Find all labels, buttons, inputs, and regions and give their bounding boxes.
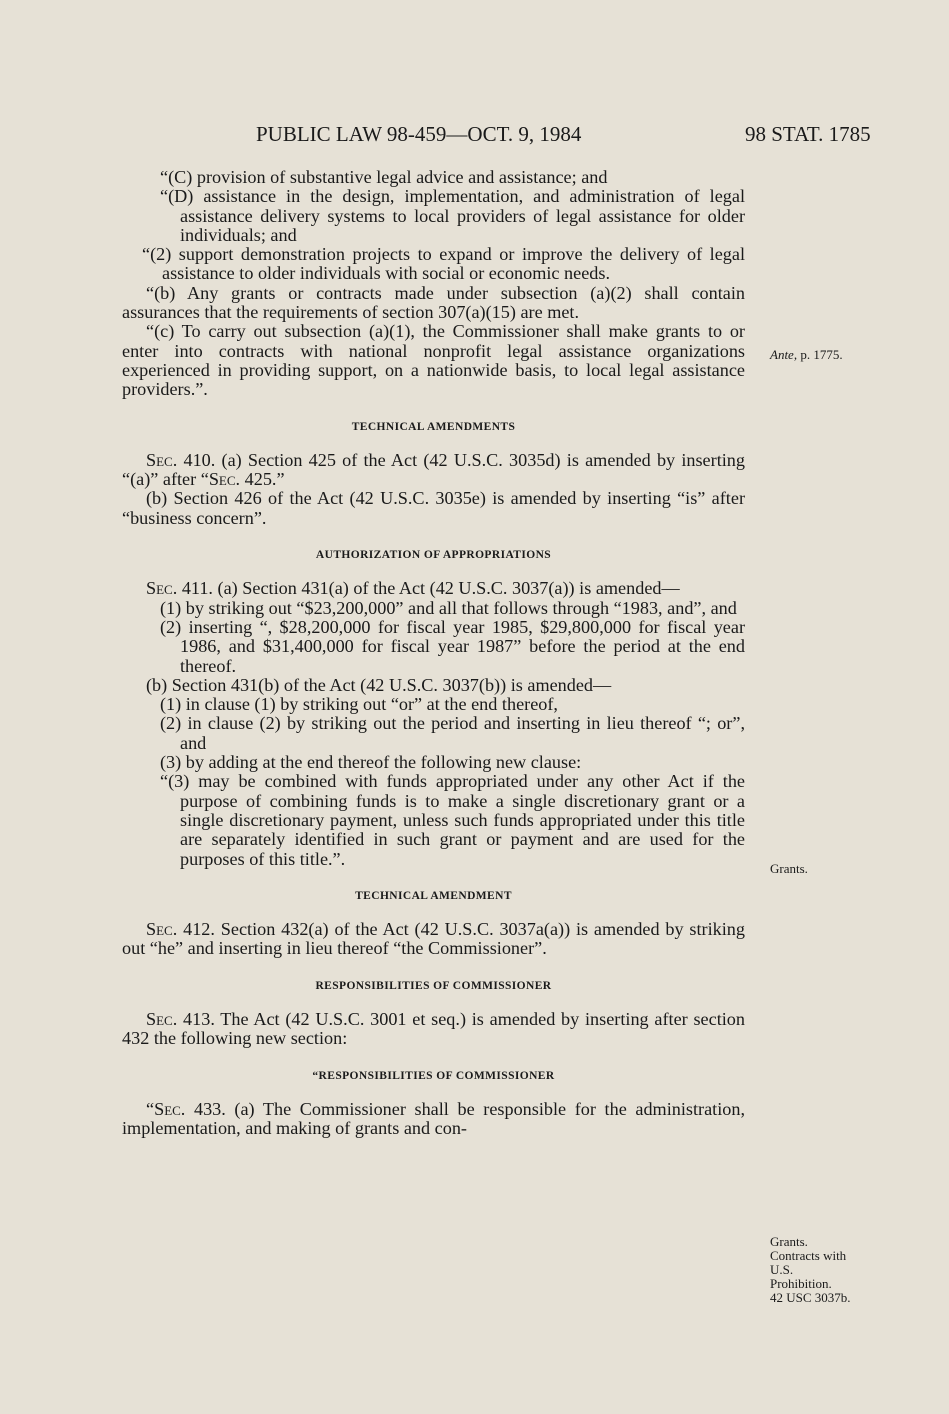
- ante-rest: p. 1775.: [797, 347, 843, 362]
- margin-note-line: Prohibition.: [770, 1276, 832, 1291]
- section-411-b-3: (3) by adding at the end thereof the following new clause:: [160, 752, 582, 773]
- section-410-a: [122, 451, 745, 490]
- margin-note-line: Contracts with: [770, 1248, 847, 1263]
- paragraph-c-sub: “(c) To carry out subsection (a)(1), the Commissioner shall make grants to or enter into contracts with national nonprofit legal assistance organizations experienced in providing support, on a nationwide basis, to local legal assistance providers.”.: [122, 321, 745, 400]
- margin-note-block: [770, 1235, 851, 1305]
- margin-note-line: 42 USC 3037b.: [770, 1290, 851, 1305]
- quote-mark: “: [146, 1098, 155, 1119]
- heading-responsibilities: RESPONSIBILITIES OF COMMISSIONER: [315, 979, 552, 992]
- paragraph-d: “(D) assistance in the design, implementation, and administration of legal assistance delivery systems to local providers of legal assistance for older individuals; and: [160, 186, 745, 245]
- section-411-a-1: (1) by striking out “$23,200,000” and all that follows through “1983, and”, and: [160, 597, 737, 618]
- heading-responsibilities-quoted: “RESPONSIBILITIES OF COMMISSIONER: [312, 1069, 555, 1082]
- sec-label: Sec.: [154, 1098, 186, 1119]
- sec-433-text: 433. (a) The Commissioner shall be responsible for the administration, implementation, and making of grants and con-: [122, 1098, 745, 1139]
- margin-note-grants: Grants.: [770, 861, 808, 876]
- section-410-b: (b) Section 426 of the Act (42 U.S.C. 3035e) is amended by inserting “is” after “business concern”.: [122, 488, 745, 528]
- sec-412-text: 412. Section 432(a) of the Act (42 U.S.C. 3037a(a)) is amended by striking out “he” and inserting in lieu thereof “the Commissioner”.: [122, 919, 745, 959]
- section-433: [122, 1100, 745, 1139]
- paragraph-c: “(C) provision of substantive legal advice and assistance; and: [160, 167, 608, 187]
- sec-410a-text: 410. (a) Section 425 of the Act (42 U.S.C. 3035d) is amended by inserting “(a)” after “: [122, 449, 745, 490]
- sec-411-text: 411. (a) Section 431(a) of the Act (42 U.S.C. 3037(a)) is amended—: [177, 578, 680, 599]
- sec-label: Sec.: [146, 919, 178, 940]
- page-header-stat: 98 STAT. 1785: [745, 122, 871, 146]
- margin-note-ante: [770, 348, 843, 362]
- margin-note-line: U.S.: [770, 1262, 794, 1277]
- section-413: [122, 1010, 745, 1049]
- ante-italic: Ante,: [770, 347, 798, 362]
- paragraph-b: “(b) Any grants or contracts made under subsection (a)(2) shall contain assurances that the requirements of section 307(a)(15) are met.: [122, 282, 745, 323]
- sec-label: Sec.: [146, 578, 178, 599]
- sec-label: Sec.: [146, 1008, 178, 1029]
- sec-413-text: 413. The Act (42 U.S.C. 3001 et seq.) is amended by inserting after section 432 the following new section:: [122, 1008, 745, 1049]
- page-header-title: PUBLIC LAW 98-459—OCT. 9, 1984: [256, 122, 582, 146]
- heading-authorization: AUTHORIZATION OF APPROPRIATIONS: [315, 549, 552, 562]
- section-411-b-1: (1) in clause (1) by striking out “or” at the end thereof,: [160, 694, 558, 715]
- section-411-b-2: (2) in clause (2) by striking out the period and inserting in lieu thereof “; or”, and: [160, 713, 745, 753]
- paragraph-2: “(2) support demonstration projects to expand or improve the delivery of legal assistance to older individuals with social or economic needs.: [142, 244, 745, 284]
- main-text: [122, 168, 745, 1138]
- section-411-a-2: (2) inserting “, $28,200,000 for fiscal year 1985, $29,800,000 for fiscal year 1986, and $31,400,000 for fiscal year 1987” before the period at the end thereof.: [160, 616, 745, 676]
- heading-technical-amendment: TECHNICAL AMENDMENT: [355, 889, 512, 902]
- section-411-b: (b) Section 431(b) of the Act (42 U.S.C. 3037(b)) is amended—: [146, 674, 612, 695]
- margin-note-line: Grants.: [770, 1234, 808, 1249]
- section-412: [122, 920, 745, 959]
- section-411-a: [122, 579, 745, 598]
- section-411-b-quote: “(3) may be combined with funds appropriated under any other Act if the purpose of combining funds is to make a single discretionary grant or a single discretionary payment, unless such funds appropriated under this title are separately identified in such grant or payment and are used for the purposes of this title.”.: [160, 771, 745, 869]
- sec-label: Sec.: [208, 469, 241, 490]
- sec-label: Sec.: [146, 449, 178, 470]
- heading-technical-amendments: TECHNICAL AMENDMENTS: [351, 420, 516, 433]
- sec-410a-end: 425.”: [240, 469, 285, 490]
